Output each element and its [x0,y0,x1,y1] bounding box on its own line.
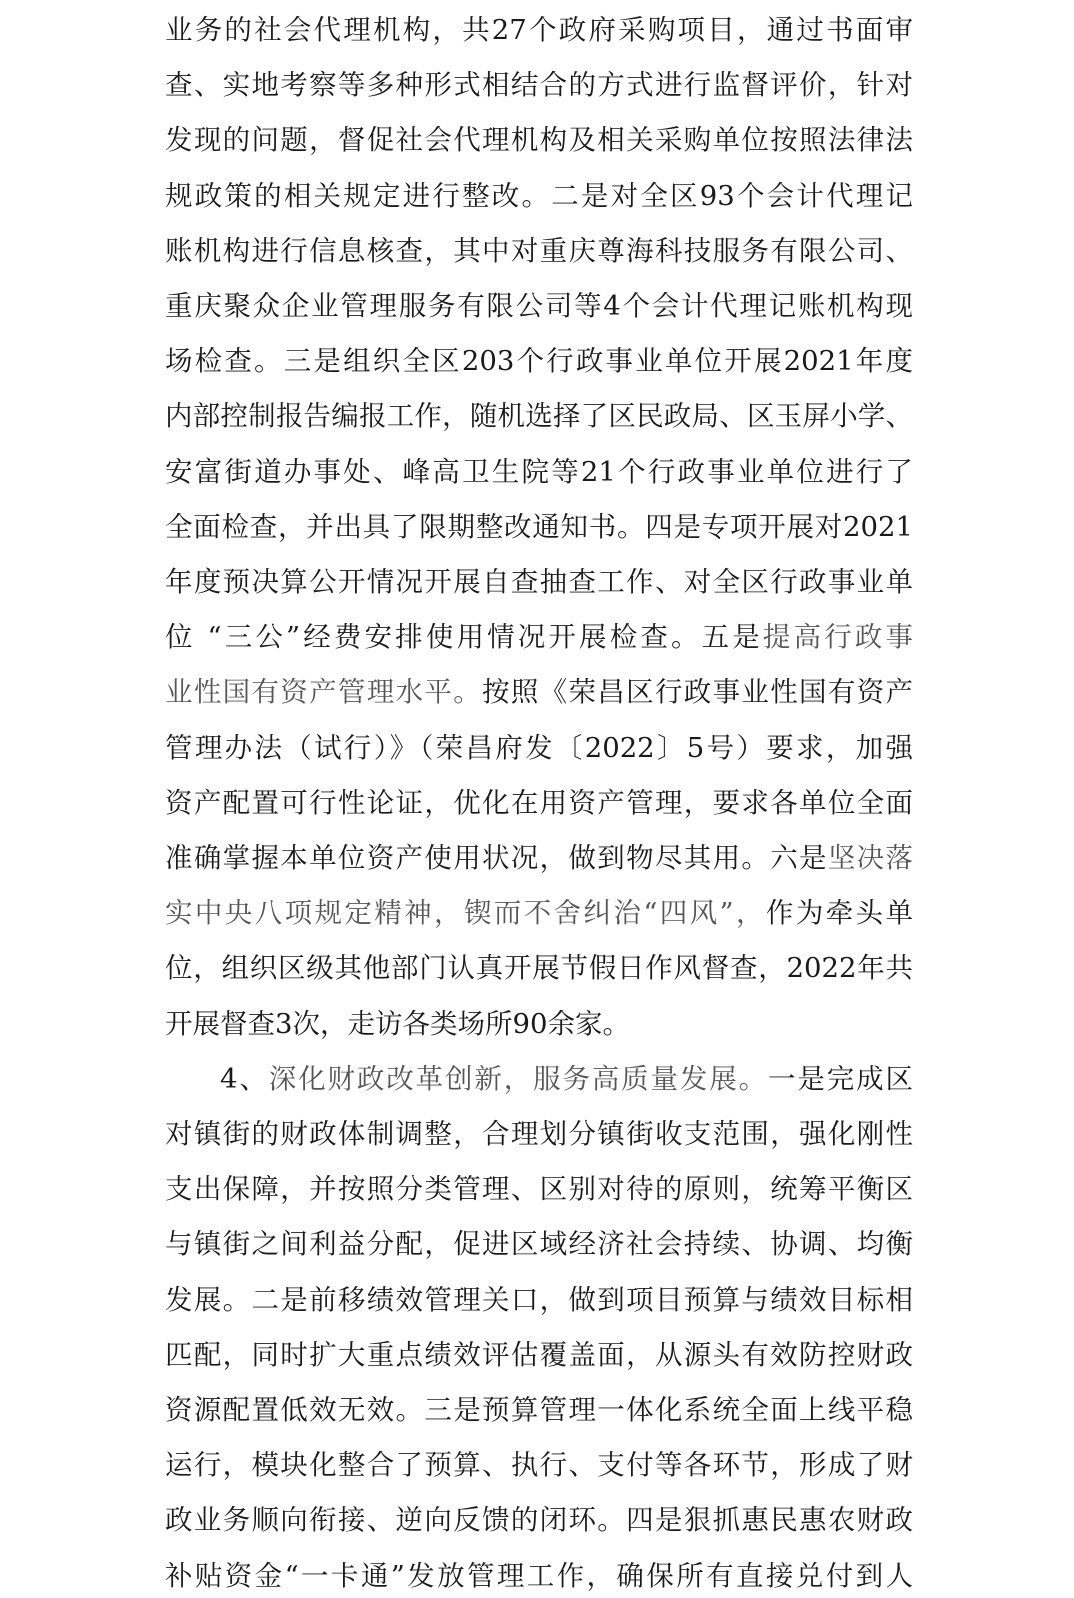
text-line [165,560,913,604]
body-text: 场检查。三是组织全区203个行政事业单位开展2021年度 [165,345,913,378]
body-text: 账机构进行信息核查，其中对重庆尊海科技服务有限公司、 [165,234,913,267]
text-line [165,670,913,714]
text-line [165,1333,913,1377]
body-text: 补贴资金“一卡通”发放管理工作，确保所有直接兑付到人 [165,1559,913,1592]
text-line [165,615,913,659]
body-text: 全面检查，并出具了限期整改通知书。四是专项开展对2021 [165,510,913,543]
text-line [165,505,913,549]
text-line [165,1443,913,1487]
body-text: 内部控制报告编报工作，随机选择了区民政局、区玉屏小学、 [165,400,913,433]
body-text: 规政策的相关规定进行整改。二是对全区93个会计代理记 [165,179,913,212]
body-text: 作为牵头单 [765,897,914,930]
text-line [165,284,913,328]
body-text: 年度预决算公开情况开展自查抽查工作、对全区行政事业单 [165,566,913,598]
body-text: 开展督查3次，走访各类场所90余家。 [165,1007,630,1040]
text-line [165,339,913,383]
body-text: 位，组织区级其他部门认真开展节假日作风督查，2022年共 [165,952,913,985]
body-text: 业务的社会代理机构，共27个政府采购项目，通过书面审 [165,14,913,46]
body-text: 4、 [220,1062,269,1095]
body-text: 资产配置可行性论证，优化在用资产管理，要求各单位全面 [165,786,913,819]
text-line [165,1112,913,1156]
text-line [165,118,913,162]
body-text: 位 “三公”经费安排使用情况开展检查。五是 [165,621,763,654]
text-line [165,450,913,494]
text-line [165,1278,913,1322]
text-line [165,394,913,438]
body-text: 发现的问题，督促社会代理机构及相关采购单位按照法律法 [165,124,913,157]
body-text: 一是完成区 [768,1062,914,1095]
body-text: 安富街道办事处、峰高卫生院等21个行政事业单位进行了 [165,455,913,488]
emphasized-text: 坚决落 [827,842,913,874]
text-line [165,1167,913,1211]
body-text: 准确掌握本单位资产使用状况，做到物尽其用。六是 [165,842,828,874]
text-line [165,1388,913,1432]
text-line [165,781,913,825]
text-line [165,1222,913,1266]
text-line [165,174,913,218]
body-text: 运行，模块化整合了预算、执行、支付等各环节，形成了财 [165,1449,913,1482]
body-text: 政业务顺向衔接、逆向反馈的闭环。四是狠抓惠民惠农财政 [165,1504,913,1537]
emphasized-text: 深化财政改革创新，服务高质量发展。 [268,1062,769,1095]
body-text: 匹配，同时扩大重点绩效评估覆盖面，从源头有效防控财政 [165,1338,913,1371]
body-text: 对镇街的财政体制调整，合理划分镇街收支范围，强化刚性 [165,1118,913,1150]
emphasized-text: 提高行政事 [762,621,914,654]
text-line [165,891,913,935]
text-line [165,229,913,273]
body-text: 查、实地考察等多种形式相结合的方式进行监督评价，针对 [165,69,913,102]
text-line [165,946,913,990]
body-text: 管理办法（试行）》（荣昌府发〔2022〕5号）要求，加强 [165,731,913,764]
text-line [220,1057,913,1101]
text-line [165,1554,913,1598]
text-line [165,1498,913,1542]
emphasized-text: 实中央八项规定精神，锲而不舍纠治“四风”， [165,897,766,930]
body-text: 重庆聚众企业管理服务有限公司等4个会计代理记账机构现 [165,290,913,322]
text-line [165,8,913,52]
body-text: 资源配置低效无效。三是预算管理一体化系统全面上线平稳 [165,1394,913,1426]
text-line [165,726,913,770]
text-line [165,836,913,880]
body-text: 支出保障，并按照分类管理、区别对待的原则，统筹平衡区 [165,1173,913,1206]
text-line [165,63,913,107]
text-line [165,1002,913,1046]
body-text: 与镇街之间利益分配，促进区域经济社会持续、协调、均衡 [165,1228,913,1261]
body-text: 发展。二是前移绩效管理关口，做到项目预算与绩效目标相 [165,1283,913,1316]
emphasized-text: 业性国有资产管理水平。 [165,676,483,709]
body-text: 按照《荣昌区行政事业性国有资产 [482,676,914,709]
